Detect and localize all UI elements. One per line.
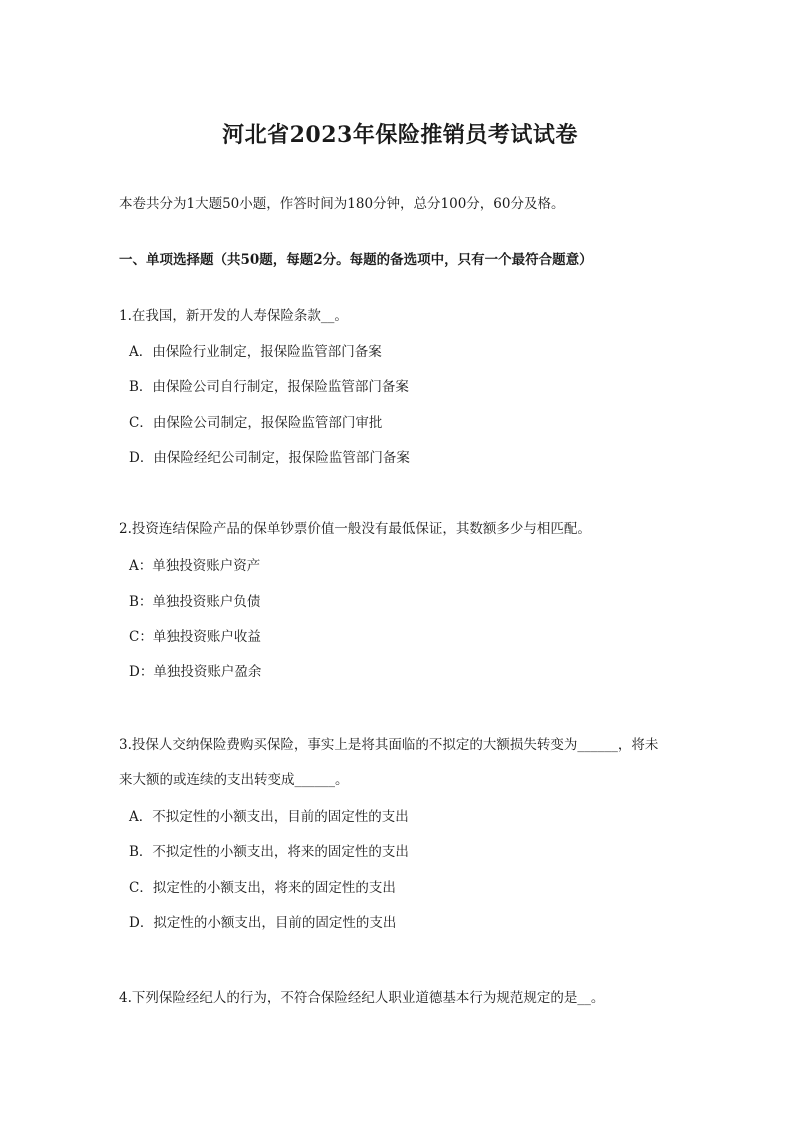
question-2-stem: 2.投资连结保险产品的保单钞票价值一般没有最低保证，其数额多少与相匹配。 xyxy=(119,521,591,537)
question-3-option-c: C．拟定性的小额支出，将来的固定性的支出 xyxy=(129,880,396,896)
question-2-option-c: C：单独投资账户收益 xyxy=(129,629,261,645)
question-3-stem-line-2: 来大额的或连续的支出转变成______。 xyxy=(119,772,349,788)
question-3-option-a: A．不拟定性的小额支出，目前的固定性的支出 xyxy=(129,809,409,825)
question-1-option-b: B．由保险公司自行制定，报保险监管部门备案 xyxy=(129,379,409,395)
question-1-option-c: C．由保险公司制定，报保险监管部门审批 xyxy=(129,415,383,431)
exam-intro: 本卷共分为1大题50小题，作答时间为180分钟，总分100分，60分及格。 xyxy=(119,196,565,212)
document-title: 河北省2023年保险推销员考试试卷 xyxy=(222,122,578,148)
question-2-option-a: A：单独投资账户资产 xyxy=(129,558,261,574)
question-3-option-b: B．不拟定性的小额支出，将来的固定性的支出 xyxy=(129,844,409,860)
question-1-option-d: D．由保险经纪公司制定，报保险监管部门备案 xyxy=(129,450,410,466)
question-1-option-a: A．由保险行业制定，报保险监管部门备案 xyxy=(129,344,382,360)
question-1-stem: 1.在我国，新开发的人寿保险条款__。 xyxy=(119,308,348,324)
section-heading: 一、单项选择题（共50题，每题2分。每题的备选项中，只有一个最符合题意） xyxy=(119,252,593,268)
question-2-option-b: B：单独投资账户负债 xyxy=(129,594,261,610)
question-3-option-d: D．拟定性的小额支出，目前的固定性的支出 xyxy=(129,915,397,931)
question-2-option-d: D：单独投资账户盈余 xyxy=(129,664,262,680)
question-4-stem: 4.下列保险经纪人的行为，不符合保险经纪人职业道德基本行为规范规定的是__。 xyxy=(119,990,605,1006)
question-3-stem-line-1: 3.投保人交纳保险费购买保险，事实上是将其面临的不拟定的大额损失转变为______，将未 xyxy=(119,737,659,753)
